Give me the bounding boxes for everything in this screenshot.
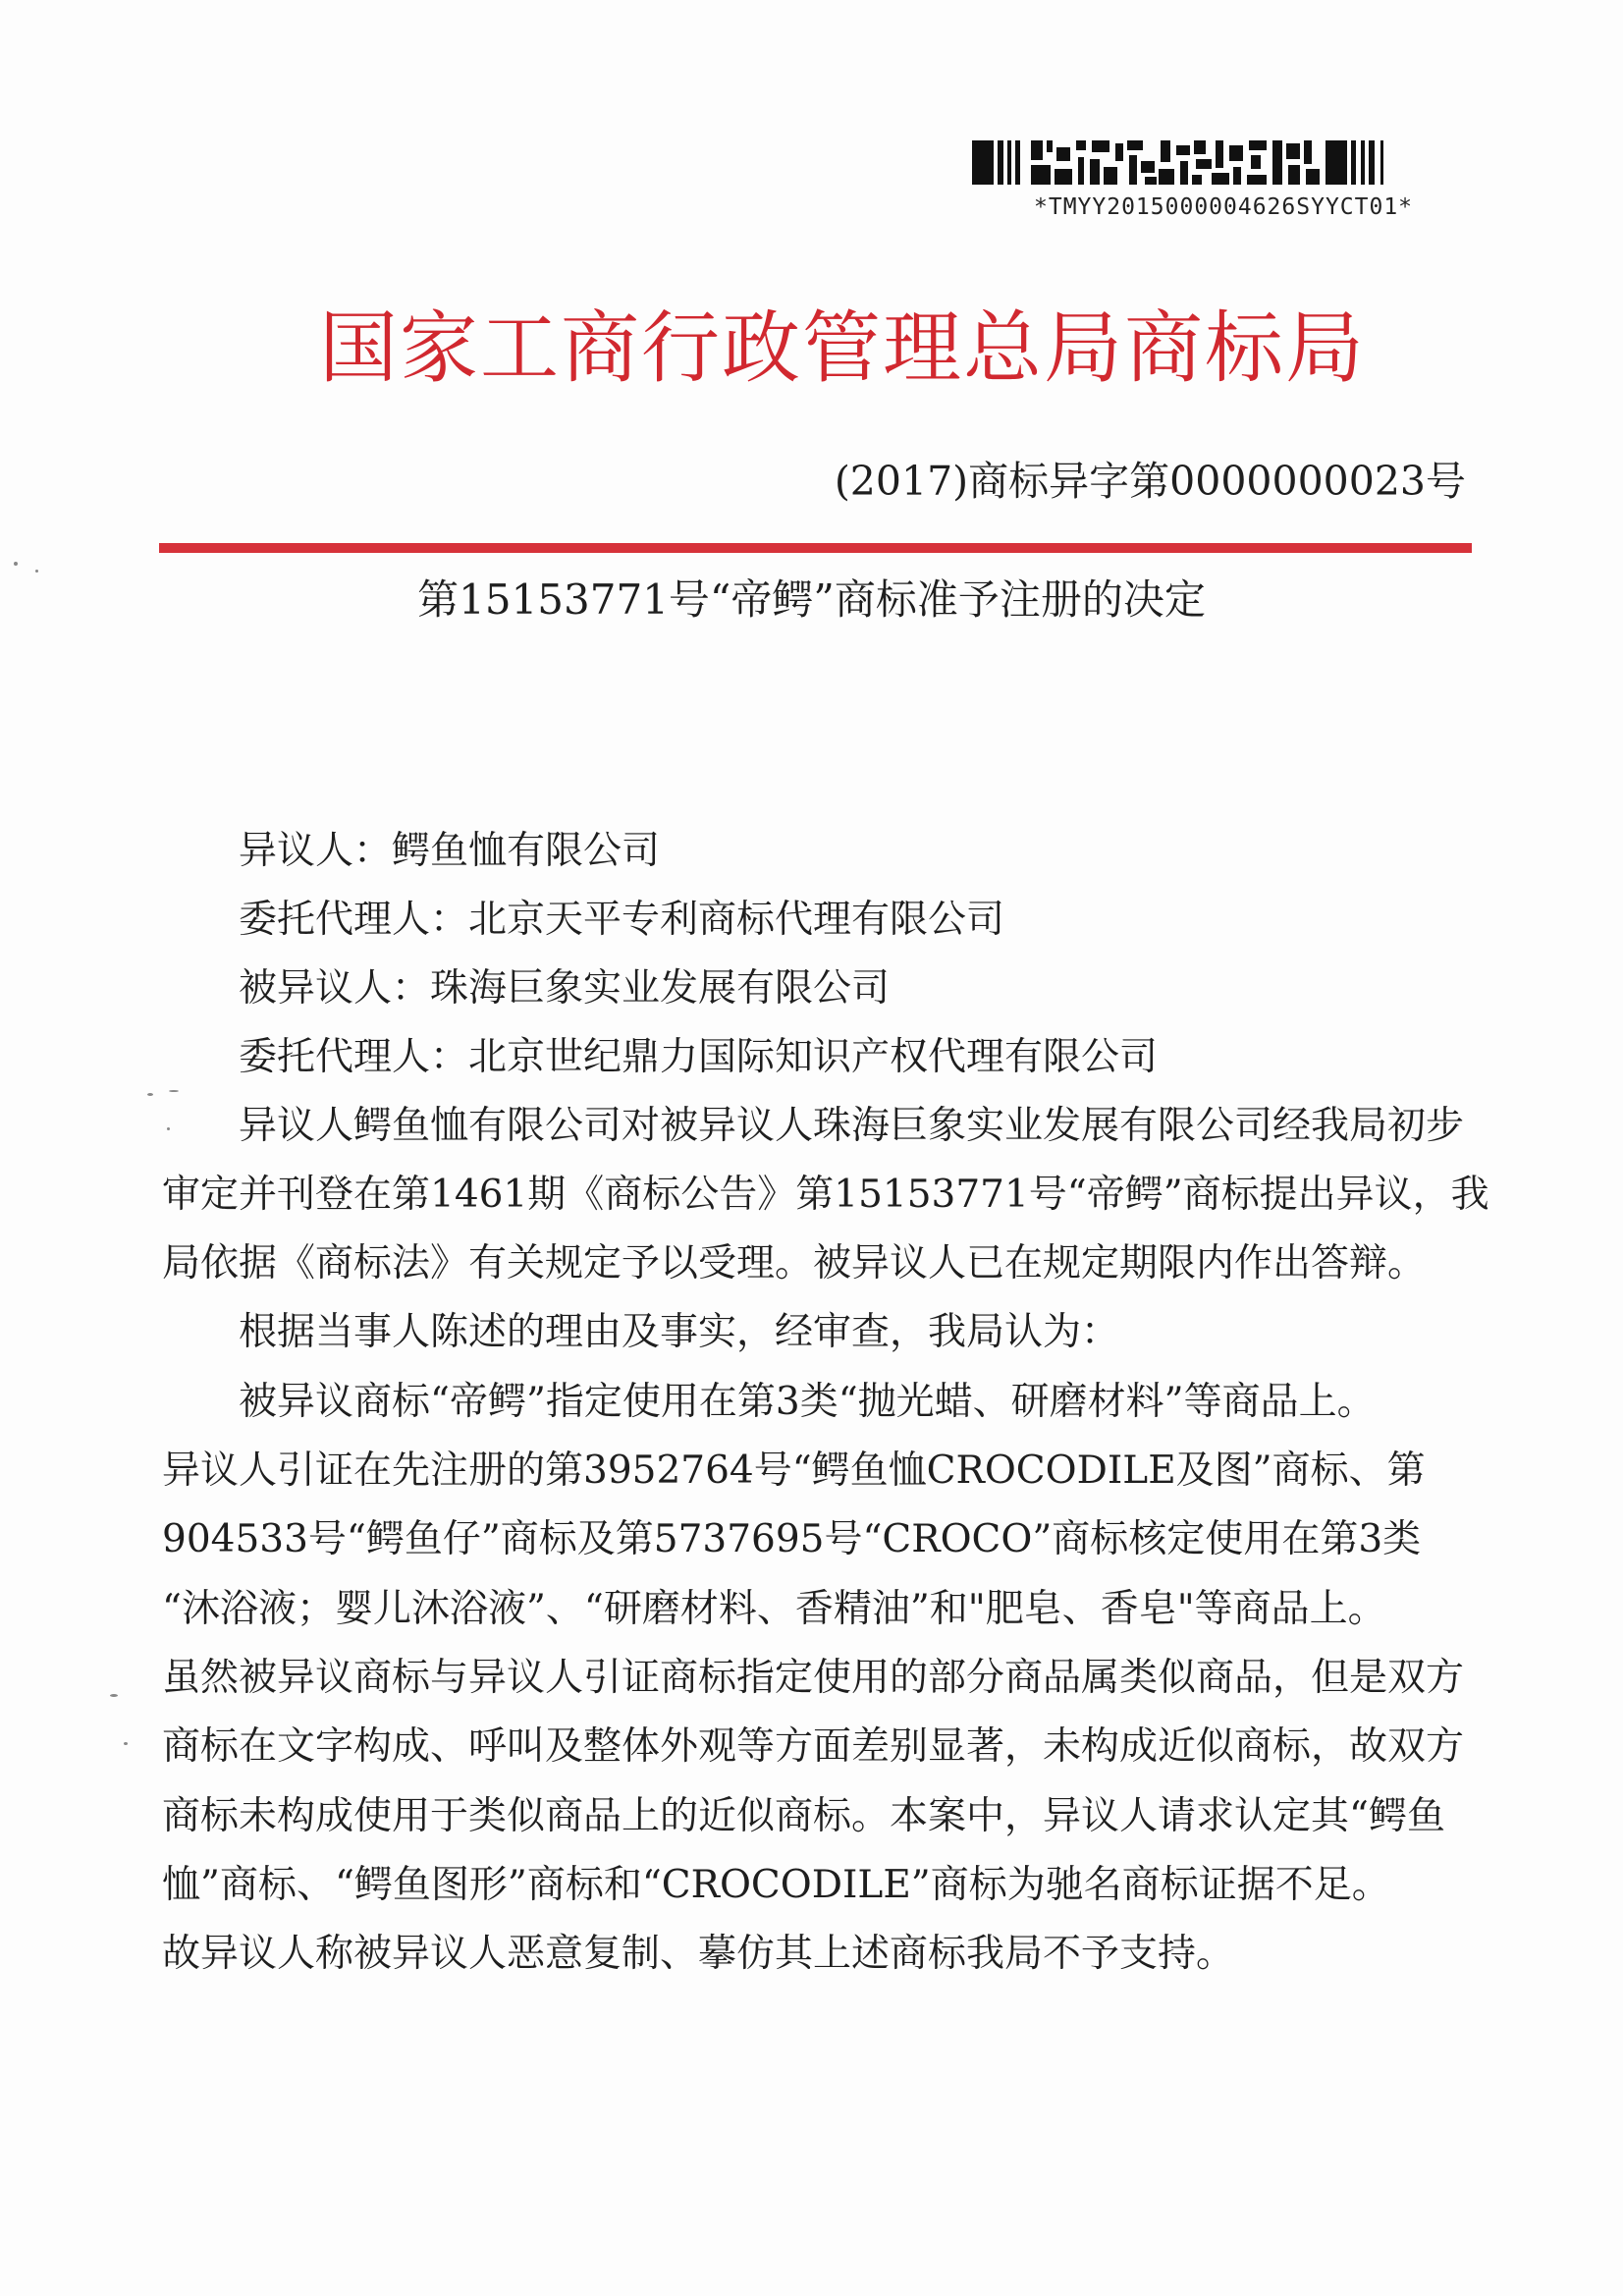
scan-speck <box>147 1093 153 1096</box>
scan-speck <box>110 1694 118 1697</box>
body-line: 异议人鳄鱼恤有限公司对被异议人珠海巨象实业发展有限公司经我局初步 <box>239 1104 1465 1148</box>
agency-title: 国家工商行政管理总局商标局 <box>319 302 1366 394</box>
scan-speck <box>14 562 18 566</box>
body-line: 904533号“鳄鱼仔”商标及第5737695号“CROCO”商标核定使用在第3类 <box>162 1517 1422 1561</box>
party-opposed <box>239 966 891 1011</box>
scan-speck <box>124 1742 128 1745</box>
scan-speck <box>167 1127 170 1130</box>
decision-title: 第15153771号“帝鳄”商标准予注册的决定 <box>417 575 1206 624</box>
body-line: 恤”商标、“鳄鱼图形”商标和“CROCODILE”商标为驰名商标证据不足。 <box>162 1863 1390 1907</box>
party-label: 异议人： <box>239 829 393 873</box>
party-value: 北京世纪鼎力国际知识产权代理有限公司 <box>468 1035 1159 1079</box>
body-line: 审定并刊登在第1461期《商标公告》第15153771号“帝鳄”商标提出异议，我 <box>162 1173 1489 1217</box>
body-line: 局依据《商标法》有关规定予以受理。被异议人已在规定期限内作出答辩。 <box>162 1241 1427 1285</box>
body-line: 根据当事人陈述的理由及事实，经审查，我局认为： <box>239 1310 1120 1354</box>
party-opposed-agent <box>239 1035 1159 1079</box>
party-label: 委托代理人： <box>239 898 469 942</box>
party-value: 北京天平专利商标代理有限公司 <box>468 898 1005 942</box>
barcode-graphic <box>972 136 1424 190</box>
barcode-code-text: *TMYY2015000004626SYYCT01* <box>1034 194 1414 220</box>
party-label: 委托代理人： <box>239 1035 469 1079</box>
body-line: 商标未构成使用于类似商品上的近似商标。本案中，异议人请求认定其“鳄鱼 <box>162 1794 1445 1838</box>
header-divider <box>159 543 1472 553</box>
party-opposer <box>239 829 661 873</box>
party-label: 被异议人： <box>239 966 431 1011</box>
body-line: 异议人引证在先注册的第3952764号“鳄鱼恤CROCODILE及图”商标、第 <box>162 1449 1426 1493</box>
body-line: 被异议商标“帝鳄”指定使用在第3类“抛光蜡、研磨材料”等商品上。 <box>239 1380 1376 1424</box>
party-value: 鳄鱼恤有限公司 <box>392 829 661 873</box>
party-opposer-agent <box>239 898 1005 942</box>
body-line: 虽然被异议商标与异议人引证商标指定使用的部分商品属类似商品，但是双方 <box>162 1656 1465 1700</box>
scan-speck <box>169 1090 179 1092</box>
body-line: 故异议人称被异议人恶意复制、摹仿其上述商标我局不予支持。 <box>162 1932 1235 1976</box>
scan-speck <box>35 570 38 573</box>
body-line: “沐浴液；婴儿沐浴液”、“研磨材料、香精油”和"肥皂、香皂"等商品上。 <box>162 1587 1386 1631</box>
barcode-block <box>972 136 1434 220</box>
body-line: 商标在文字构成、呼叫及整体外观等方面差别显著，未构成近似商标，故双方 <box>162 1724 1465 1769</box>
party-value: 珠海巨象实业发展有限公司 <box>430 966 891 1011</box>
document-number: (2017)商标异字第0000000023号 <box>834 458 1466 505</box>
